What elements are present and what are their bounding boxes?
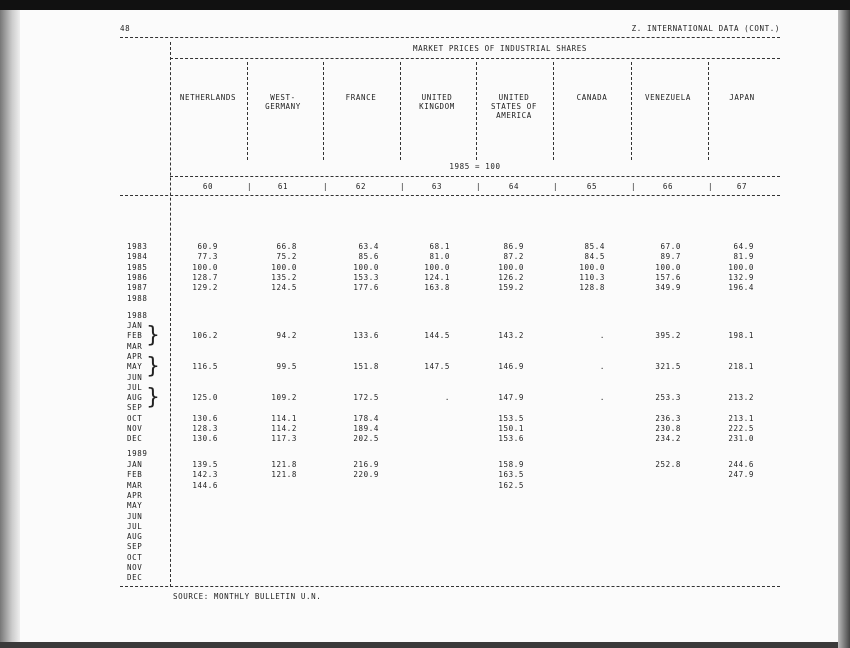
table-cell: 135.2 xyxy=(271,272,297,282)
code-separator: | xyxy=(323,182,329,191)
table-cell: 126.2 xyxy=(498,272,524,282)
row-label: NOV xyxy=(127,424,143,433)
row-label: AUG xyxy=(127,393,143,403)
row-label: AUG xyxy=(127,532,143,542)
code-separator: | xyxy=(476,182,482,191)
table-cell: 121.8 xyxy=(271,470,297,480)
table-cell: 85.4 xyxy=(584,242,605,251)
table-cell: 196.4 xyxy=(728,283,754,293)
row-label: 1984 xyxy=(127,252,148,262)
table-cell: 158.9 xyxy=(498,460,524,469)
table-cell: 252.8 xyxy=(655,460,681,469)
code-separator: | xyxy=(631,182,637,191)
table-cell: 109.2 xyxy=(271,393,297,403)
column-code: 64 xyxy=(508,182,520,191)
table-cell: 66.8 xyxy=(276,242,297,251)
column-separator xyxy=(631,62,632,160)
table-cell: 222.5 xyxy=(728,424,754,433)
table-cell: 213.1 xyxy=(728,413,754,423)
table-cell: 124.1 xyxy=(424,272,450,282)
table-cell: 81.9 xyxy=(733,252,754,262)
code-separator: | xyxy=(400,182,406,191)
table-cell: 100.0 xyxy=(424,262,450,272)
column-header: UNITED STATES OF AMERICA xyxy=(490,93,538,120)
table-cell: 220.9 xyxy=(353,470,379,480)
source-note: SOURCE: MONTHLY BULLETIN U.N. xyxy=(173,592,322,601)
table-cell: 100.0 xyxy=(192,262,218,272)
table-cell: 121.8 xyxy=(271,460,297,469)
column-separator xyxy=(247,62,248,160)
table-cell: 110.3 xyxy=(579,272,605,282)
row-label-separator xyxy=(170,42,171,587)
table-cell: 63.4 xyxy=(358,242,379,251)
column-code: 62 xyxy=(355,182,367,191)
column-code: 67 xyxy=(736,182,748,191)
year-label: 1988 xyxy=(127,311,148,320)
row-label: DEC xyxy=(127,434,143,444)
divider xyxy=(120,586,780,587)
table-cell: 128.7 xyxy=(192,272,218,282)
table-cell: 142.3 xyxy=(192,470,218,480)
table-cell: 68.1 xyxy=(429,242,450,251)
table-cell: 125.0 xyxy=(192,393,218,403)
table-cell: 84.5 xyxy=(584,252,605,262)
row-label: MAR xyxy=(127,480,143,490)
page-edge xyxy=(838,10,850,648)
table-cell: 100.0 xyxy=(655,262,681,272)
table-cell: 77.3 xyxy=(197,252,218,262)
running-title: Z. INTERNATIONAL DATA (CONT.) xyxy=(631,24,780,33)
table-cell: 153.5 xyxy=(498,413,524,423)
table-cell: 144.5 xyxy=(424,331,450,341)
row-label: MAY xyxy=(127,362,143,372)
table-cell: 189.4 xyxy=(353,424,379,433)
column-header: VENEZUELA xyxy=(644,93,692,102)
table-cell: 117.3 xyxy=(271,434,297,444)
row-label: OCT xyxy=(127,552,143,562)
row-label: OCT xyxy=(127,413,143,423)
table-cell: . xyxy=(599,393,605,403)
viewer-top-bar xyxy=(0,0,850,10)
column-separator xyxy=(708,62,709,160)
row-label: JUN xyxy=(127,511,143,521)
row-label: JUN xyxy=(127,372,143,382)
column-header: JAPAN xyxy=(729,93,755,102)
column-header: CANADA xyxy=(576,93,608,102)
row-label: DEC xyxy=(127,573,143,583)
table-cell: 157.6 xyxy=(655,272,681,282)
row-label: NOV xyxy=(127,563,143,572)
table-cell: 247.9 xyxy=(728,470,754,480)
table-cell: 99.5 xyxy=(276,362,297,372)
table-cell: 151.8 xyxy=(353,362,379,372)
quarter-brace-icon: } xyxy=(146,385,160,410)
page-number: 48 xyxy=(120,24,131,33)
row-label: APR xyxy=(127,351,143,361)
row-label: SEP xyxy=(127,542,143,552)
table-cell: 230.8 xyxy=(655,424,681,433)
column-header: FRANCE xyxy=(345,93,377,102)
table-cell: 100.0 xyxy=(271,262,297,272)
table-cell: 129.2 xyxy=(192,283,218,293)
table-cell: 139.5 xyxy=(192,460,218,469)
row-label: 1988 xyxy=(127,293,148,303)
row-label: SEP xyxy=(127,403,143,413)
table-cell: 128.8 xyxy=(579,283,605,293)
table-cell: 178.4 xyxy=(353,413,379,423)
row-label: 1983 xyxy=(127,242,148,251)
table-cell: . xyxy=(444,393,450,403)
table-cell: . xyxy=(599,331,605,341)
year-label: 1989 xyxy=(127,449,148,458)
table-cell: 159.2 xyxy=(498,283,524,293)
row-label: 1987 xyxy=(127,283,148,293)
table-cell: 100.0 xyxy=(353,262,379,272)
table-cell: 153.3 xyxy=(353,272,379,282)
page-binding xyxy=(0,10,20,642)
table-cell: 143.2 xyxy=(498,331,524,341)
table-cell: 144.6 xyxy=(192,480,218,490)
base-year-note: 1985 = 100 xyxy=(449,162,501,171)
table-cell: 132.9 xyxy=(728,272,754,282)
column-separator xyxy=(323,62,324,160)
table-cell: 64.9 xyxy=(733,242,754,251)
divider xyxy=(170,176,780,177)
table-cell: 86.9 xyxy=(503,242,524,251)
table-cell: 236.3 xyxy=(655,413,681,423)
table-cell: 213.2 xyxy=(728,393,754,403)
row-label: JAN xyxy=(127,460,143,469)
divider xyxy=(170,58,780,59)
divider xyxy=(120,195,780,196)
table-cell: 147.9 xyxy=(498,393,524,403)
divider xyxy=(120,37,780,38)
table-title: MARKET PRICES OF INDUSTRIAL SHARES xyxy=(413,44,587,53)
table-cell: 231.0 xyxy=(728,434,754,444)
row-label: 1985 xyxy=(127,262,148,272)
table-cell: 172.5 xyxy=(353,393,379,403)
table-cell: 89.7 xyxy=(660,252,681,262)
table-cell: 150.1 xyxy=(498,424,524,433)
code-separator: | xyxy=(247,182,253,191)
table-cell: 60.9 xyxy=(197,242,218,251)
table-cell: 146.9 xyxy=(498,362,524,372)
table-cell: 114.2 xyxy=(271,424,297,433)
row-label: JUL xyxy=(127,521,143,531)
row-label: JUL xyxy=(127,382,143,392)
table-cell: 85.6 xyxy=(358,252,379,262)
code-separator: | xyxy=(553,182,559,191)
quarter-brace-icon: } xyxy=(146,354,160,379)
table-cell: 244.6 xyxy=(728,460,754,469)
table-cell: 67.0 xyxy=(660,242,681,251)
table-cell: 234.2 xyxy=(655,434,681,444)
column-code: 60 xyxy=(202,182,214,191)
column-code: 61 xyxy=(277,182,289,191)
table-cell: 349.9 xyxy=(655,283,681,293)
row-label: FEB xyxy=(127,470,143,480)
table-cell: 218.1 xyxy=(728,362,754,372)
column-code: 66 xyxy=(662,182,674,191)
table-cell: 81.0 xyxy=(429,252,450,262)
table-cell: 395.2 xyxy=(655,331,681,341)
column-separator xyxy=(400,62,401,160)
table-cell: 130.6 xyxy=(192,413,218,423)
table-cell: 87.2 xyxy=(503,252,524,262)
table-cell: 321.5 xyxy=(655,362,681,372)
table-cell: 106.2 xyxy=(192,331,218,341)
table-cell: 128.3 xyxy=(192,424,218,433)
table-cell: 114.1 xyxy=(271,413,297,423)
column-separator xyxy=(553,62,554,160)
column-code: 65 xyxy=(586,182,598,191)
table-cell: 100.0 xyxy=(728,262,754,272)
row-label: APR xyxy=(127,490,143,500)
table-cell: 75.2 xyxy=(276,252,297,262)
row-label: JAN xyxy=(127,321,143,330)
table-cell: 198.1 xyxy=(728,331,754,341)
table-cell: 253.3 xyxy=(655,393,681,403)
table-cell: 133.6 xyxy=(353,331,379,341)
table-cell: 124.5 xyxy=(271,283,297,293)
table-cell: 116.5 xyxy=(192,362,218,372)
quarter-brace-icon: } xyxy=(146,323,160,348)
column-header: UNITED KINGDOM xyxy=(419,93,455,111)
table-cell: 94.2 xyxy=(276,331,297,341)
table-cell: 100.0 xyxy=(579,262,605,272)
table-cell: 202.5 xyxy=(353,434,379,444)
row-label: MAY xyxy=(127,501,143,511)
row-label: FEB xyxy=(127,331,143,341)
column-header: NETHERLANDS xyxy=(179,93,237,102)
table-cell: 163.8 xyxy=(424,283,450,293)
table-cell: 153.6 xyxy=(498,434,524,444)
table-cell: 100.0 xyxy=(498,262,524,272)
table-cell: 162.5 xyxy=(498,480,524,490)
table-cell: 163.5 xyxy=(498,470,524,480)
row-label: MAR xyxy=(127,341,143,351)
table-cell: . xyxy=(599,362,605,372)
row-label: 1986 xyxy=(127,272,148,282)
table-cell: 147.5 xyxy=(424,362,450,372)
table-cell: 177.6 xyxy=(353,283,379,293)
code-separator: | xyxy=(708,182,714,191)
column-header: WEST- GERMANY xyxy=(265,93,301,111)
table-cell: 130.6 xyxy=(192,434,218,444)
table-cell: 216.9 xyxy=(353,460,379,469)
column-code: 63 xyxy=(431,182,443,191)
